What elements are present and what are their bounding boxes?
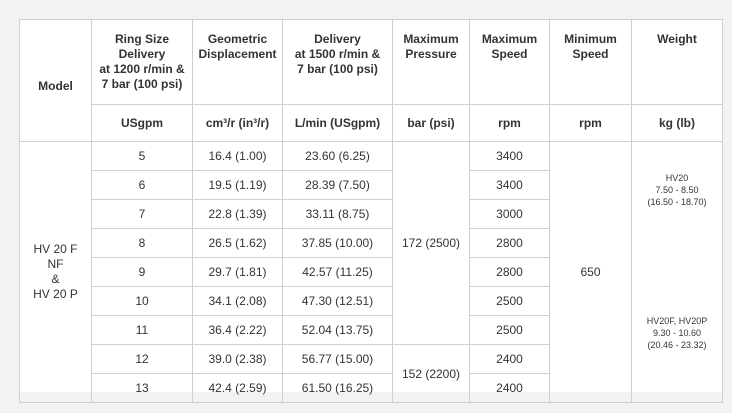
ring-size-cell: 5: [92, 142, 193, 171]
weight-hv20f-hv20p: HV20F, HV20P 9.30 - 10.60 (20.46 - 23.32): [646, 316, 708, 350]
unit-max-speed: rpm: [470, 105, 550, 142]
max-speed-cell: 2500: [470, 316, 550, 345]
pump-spec-table: [19, 19, 723, 403]
delivery-cell: 61.50 (16.25): [283, 374, 393, 403]
max-speed-cell: 2800: [470, 258, 550, 287]
delivery-cell: 37.85 (10.00): [283, 229, 393, 258]
header-weight: Weight: [632, 20, 723, 105]
ring-size-cell: 6: [92, 171, 193, 200]
ring-size-cell: 12: [92, 345, 193, 374]
header-max-pressure: Maximum Pressure: [393, 20, 470, 105]
max-speed-cell: 2500: [470, 287, 550, 316]
header-displacement: Geometric Displacement: [193, 20, 283, 105]
max-speed-cell: 3400: [470, 142, 550, 171]
displacement-cell: 19.5 (1.19): [193, 171, 283, 200]
ring-size-cell: 9: [92, 258, 193, 287]
unit-max-pressure: bar (psi): [393, 105, 470, 142]
delivery-cell: 47.30 (12.51): [283, 287, 393, 316]
model-cell: HV 20 F NF & HV 20 P: [20, 142, 92, 403]
delivery-cell: 56.77 (15.00): [283, 345, 393, 374]
max-pressure-cell: 172 (2500): [393, 142, 470, 345]
max-speed-cell: 2400: [470, 374, 550, 403]
displacement-cell: 16.4 (1.00): [193, 142, 283, 171]
max-speed-cell: 3000: [470, 200, 550, 229]
spec-table-frame: [19, 19, 722, 395]
ring-size-cell: 8: [92, 229, 193, 258]
unit-row: [20, 105, 723, 142]
displacement-cell: 34.1 (2.08): [193, 287, 283, 316]
min-speed-cell: 650: [550, 142, 632, 403]
weight-cell: [632, 142, 723, 403]
header-model: Model: [20, 20, 92, 142]
header-max-speed: Maximum Speed: [470, 20, 550, 105]
unit-displacement: cm³/r (in³/r): [193, 105, 283, 142]
displacement-cell: 39.0 (2.38): [193, 345, 283, 374]
delivery-cell: 23.60 (6.25): [283, 142, 393, 171]
displacement-cell: 26.5 (1.62): [193, 229, 283, 258]
displacement-cell: 42.4 (2.59): [193, 374, 283, 403]
header-ring-size: Ring Size Delivery at 1200 r/min & 7 bar (100 psi): [92, 20, 193, 105]
table-row: [20, 142, 723, 171]
ring-size-cell: 7: [92, 200, 193, 229]
max-pressure-cell: 152 (2200): [393, 345, 470, 403]
unit-ring-size: USgpm: [92, 105, 193, 142]
max-speed-cell: 3400: [470, 171, 550, 200]
displacement-cell: 29.7 (1.81): [193, 258, 283, 287]
header-min-speed: Minimum Speed: [550, 20, 632, 105]
delivery-cell: 52.04 (13.75): [283, 316, 393, 345]
displacement-cell: 36.4 (2.22): [193, 316, 283, 345]
ring-size-cell: 10: [92, 287, 193, 316]
displacement-cell: 22.8 (1.39): [193, 200, 283, 229]
ring-size-cell: 11: [92, 316, 193, 345]
unit-delivery: L/min (USgpm): [283, 105, 393, 142]
ring-size-cell: 13: [92, 374, 193, 403]
delivery-cell: 28.39 (7.50): [283, 171, 393, 200]
delivery-cell: 42.57 (11.25): [283, 258, 393, 287]
header-row: [20, 20, 723, 105]
delivery-cell: 33.11 (8.75): [283, 200, 393, 229]
unit-weight: kg (lb): [632, 105, 723, 142]
unit-min-speed: rpm: [550, 105, 632, 142]
max-speed-cell: 2400: [470, 345, 550, 374]
header-delivery: Delivery at 1500 r/min & 7 bar (100 psi): [283, 20, 393, 105]
weight-hv20: HV20 7.50 - 8.50 (16.50 - 18.70): [647, 173, 707, 207]
max-speed-cell: 2800: [470, 229, 550, 258]
